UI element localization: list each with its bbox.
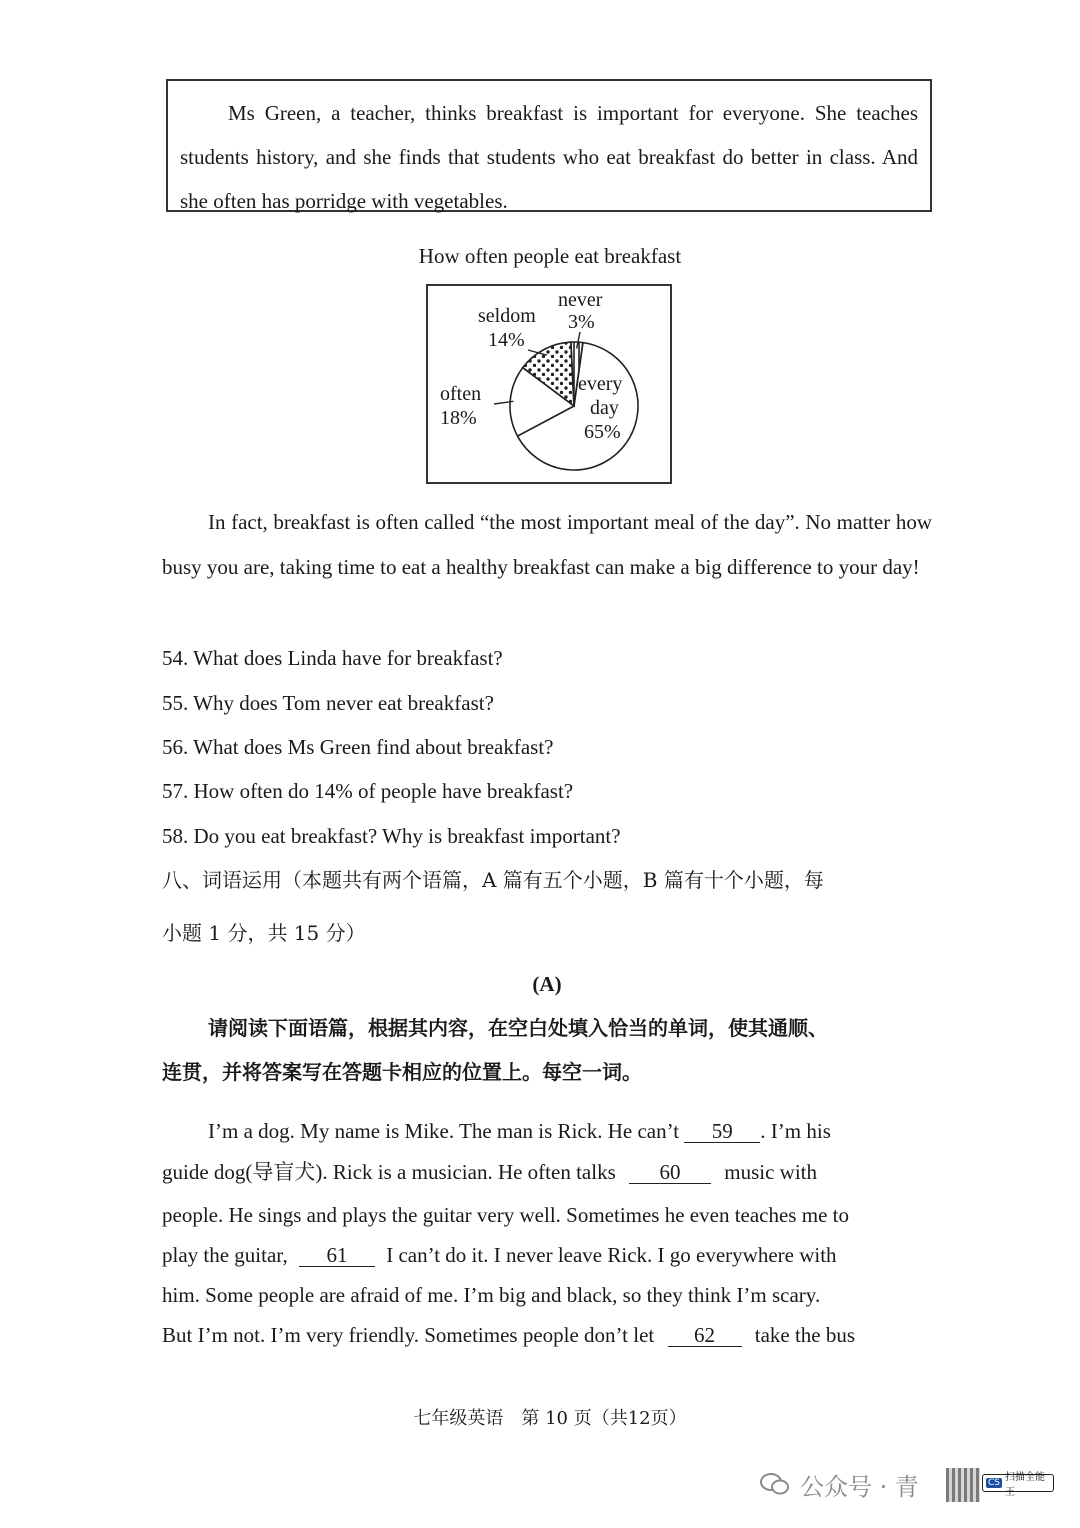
cloze-line-6: [162, 1320, 855, 1350]
blank-60: 60: [629, 1161, 711, 1184]
pie-label-seldom: seldom: [478, 305, 536, 327]
qr-code-icon: [946, 1468, 980, 1502]
scanner-stamp-text: 扫描全能王: [1005, 1472, 1045, 1498]
cloze-text: But I’m not. I’m very friendly. Sometimes people don’t let: [162, 1323, 655, 1347]
question-55: [162, 688, 494, 718]
question-number: 56.: [162, 735, 189, 759]
question-58: [162, 821, 621, 851]
question-text: What does Ms Green find about breakfast?: [193, 735, 554, 759]
cloze-text: music with: [724, 1160, 817, 1184]
pie-chart-frame: [426, 284, 672, 484]
question-number: 58.: [162, 824, 189, 848]
part-a-heading: (A): [532, 972, 562, 996]
conclusion-paragraph: [162, 500, 932, 590]
page-footer: 七年级英语 第 10 页（共12页）: [413, 1408, 687, 1429]
pie-label-every-day-2: day: [590, 397, 619, 419]
cloze-text: take the bus: [754, 1323, 856, 1347]
question-54: [162, 643, 503, 673]
paragraph-text: In fact, breakfast is often called “the most important meal of the day”. No matter how busy you are, taking time to eat a healthy breakfast can make a big difference to your day!: [162, 510, 932, 579]
cloze-text: . I’m his: [760, 1119, 831, 1143]
blank-62: 62: [668, 1324, 742, 1347]
pie-chart: [428, 286, 670, 482]
watermark: [760, 1462, 919, 1506]
question-number: 54.: [162, 646, 189, 670]
instruction-line-1: 请阅读下面语篇，根据其内容，在空白处填入恰当的单词，使其通顺、: [208, 1016, 828, 1040]
box-text: Ms Green, a teacher, thinks breakfast is important for everyone. She teaches students history, and she finds that students who eat breakfast do better in class. And she often has porridge with vegetables.: [180, 101, 918, 213]
cloze-line-5: him. Some people are afraid of me. I’m big and black, so they think I’m scary.: [162, 1283, 821, 1307]
question-number: 57.: [162, 779, 189, 803]
section-8-line-2: 小题 1 分，共 15 分）: [162, 921, 366, 945]
pie-value-every-day: 65%: [584, 421, 621, 443]
pie-label-often: often: [440, 383, 482, 405]
question-text: Why does Tom never eat breakfast?: [193, 691, 494, 715]
blank-61: 61: [299, 1244, 375, 1267]
instruction-line-2: 连贯，并将答案写在答题卡相应的位置上。每空一词。: [162, 1060, 642, 1084]
question-text: What does Linda have for breakfast?: [193, 646, 503, 670]
cloze-line-3: people. He sings and plays the guitar very well. Sometimes he even teaches me to: [162, 1203, 849, 1227]
cloze-line-2: [162, 1157, 817, 1187]
cloze-line-1: [208, 1116, 831, 1146]
cloze-text: guide dog(导盲犬). Rick is a musician. He often talks: [162, 1160, 616, 1184]
pie-value-never: 3%: [568, 311, 595, 333]
pie-value-often: 18%: [440, 407, 477, 429]
scanner-logo-icon: CS: [988, 1478, 1000, 1488]
section-8-line-1: 八、词语运用（本题共有两个语篇，A 篇有五个小题，B 篇有十个小题，每: [162, 868, 824, 892]
question-text: How often do 14% of people have breakfast?: [193, 779, 574, 803]
cloze-text: I can’t do it. I never leave Rick. I go everywhere with: [386, 1243, 837, 1267]
pie-label-every-day: every: [578, 373, 623, 395]
pie-value-seldom: 14%: [488, 329, 525, 351]
watermark-text: 公众号 · 青: [800, 1472, 919, 1501]
question-57: [162, 776, 573, 806]
blank-59: 59: [684, 1120, 760, 1143]
scanner-stamp: [982, 1472, 1054, 1498]
cloze-text: I’m a dog. My name is Mike. The man is Rick. He can’t: [208, 1119, 680, 1143]
pie-label-never: never: [558, 289, 603, 311]
question-number: 55.: [162, 691, 189, 715]
question-text: Do you eat breakfast? Why is breakfast important?: [193, 824, 621, 848]
wechat-icon: [760, 1471, 790, 1497]
chart-title: How often people eat breakfast: [418, 244, 682, 268]
question-56: [162, 732, 554, 762]
cloze-line-4: [162, 1240, 837, 1270]
cloze-text: play the guitar,: [162, 1243, 288, 1267]
passage-box: [166, 79, 932, 212]
